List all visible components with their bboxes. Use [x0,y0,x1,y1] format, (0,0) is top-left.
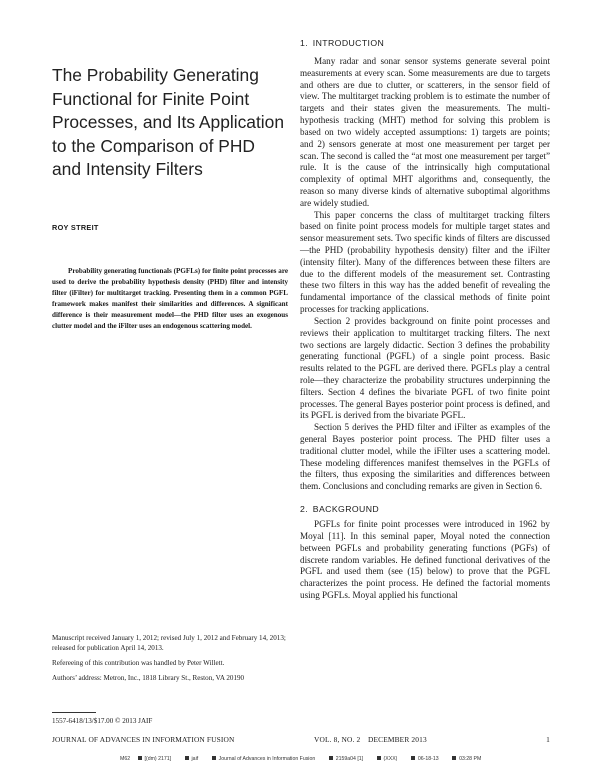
square-icon [377,756,381,760]
slug-date: 06-18-13 [417,756,439,762]
square-icon [138,756,142,760]
page-number: 1 [546,735,550,744]
slug-job: [(dm) 2171] [144,756,172,762]
journal-name: JOURNAL OF ADVANCES IN INFORMATION FUSION [52,735,235,744]
paragraph: Many radar and sonar sensor systems generate several point measurements at every scan. Some measurements are due to targets and others are due to clutter, or scatterers, in the sensor field of view. The multitarget tracking problem is to estimate the number of targets and their states given the measurements. The multi-hypothesis tracking (MHT) method for solving this problem is based on two widely accepted assumptions: 1) targets are points; and 2) sensors generate at most one measurement per target per scan. The second is called the “at most one measurement per target” rule. It is the cause of the intrinsically high computational complexity of optimal MHT algorithms and, consequently, the reason so many diverse kinds of alternative suboptimal algorithms are widely studied. [300,56,550,208]
paragraph: This paper concerns the class of multitarget tracking filters based on finite point process models for multiple target states and sensor measurement sets. Two specific kinds of filters are discussed—the PHD (probability hypothesis density) filter and the iFilter (intensity filter). Many of the differences between these filters are due to the different models of the measurement set. Contrasting these two filters in this way has the added benefit of revealing the fundamental importance of the classical methods of finite point processes for tracking applications. [300,209,550,315]
slug-file: 2159a04 [1] [335,756,364,762]
author-name: ROY STREIT [52,223,99,232]
title-line: Functional for Finite Point [52,88,250,109]
slug-time: 03:28 PM [459,756,482,762]
square-icon [452,756,456,760]
title-line: The Probability Generating [52,65,259,85]
body-column [300,38,550,602]
section-heading: 1. INTRODUCTION [300,38,385,48]
square-icon [212,756,216,760]
slug-doc: M62 [120,756,131,762]
slug-jaif: jaif [191,756,199,762]
refereeing-note: Refereeing of this contribution was handled by Peter Willett. [52,659,225,667]
abstract: Probability generating functionals (PGFLs) for finite point processes are used to derive the probability hypothesis density (PHD) filter and intensity filter (iFilter) for multitarget tracking. Presenting them in a common PGFL framework makes manifest their similarities and differences. A significant difference is their measurement model—the PHD filter uses an exogenous clutter model and the iFilter uses an endogenous scattering model. [52,267,288,330]
square-icon [185,756,189,760]
volume-info: VOL. 8, NO. 2 DECEMBER 2013 [314,735,427,744]
manuscript-notes [52,633,288,688]
address-note: Authors’ address: Metron, Inc., 1818 Library St., Reston, VA 20190 [52,673,245,682]
title-line: Processes, and Its Application [52,112,285,133]
square-icon [329,756,333,760]
slug-journal: Journal of Advances in Information Fusion [218,756,316,762]
square-icon [411,756,415,760]
paragraph: Section 2 provides background on finite point processes and reviews their application to multitarget tracking filters. The next two sections are largely didactic. Section 3 defines the probability generating functional (PGFL) of a single point process. Basic results related to the PGFL are derived there. PGFLs play a central role—they characterize the probability structures underpinning the filters. Section 4 defines the bivariate PGFL of two finite point processes. The general Bayes posterior point process is defined, and its PGFL is derived from the bivariate PGFL. [300,315,550,421]
paragraph: PGFLs for finite point processes were introduced in 1962 by Moyal [11]. In this seminal paper, Moyal noted the connection between PGFLs and probability generating functions (PGFs) of discrete random variables. He defined functional derivatives of the PGFL and used them (see (15) below) to prove that the PGFL characterizes the point process. He defined the factorial moments using PGFLs. Moyal applied his functional [300,519,550,600]
paragraph: Section 5 derives the PHD filter and iFilter as examples of the general Bayes posterior point process. The PHD filter uses a traditional clutter model, while the iFilter uses a scattering model. These modeling differences manifest themselves in the PGFLs of the filters, thus exposing the similarities and differences between them. Conclusions and concluding remarks are given in Section 6. [300,422,550,492]
title-line: to the Comparison of PHD [52,135,255,156]
section-heading: 2. BACKGROUND [300,504,380,515]
print-slug [120,756,493,762]
article-title [52,64,288,182]
title-line: and Intensity Filters [52,159,203,180]
received-note: Manuscript received January 1, 2012; revised July 1, 2012 and February 14, 2013; released for publication April 14, 2013. [52,634,286,653]
copyright: 1557-6418/13/$17.00 © 2013 JAIF [52,717,153,725]
slug-xxx: (XXX) [383,756,398,762]
copyright-rule [52,712,96,713]
